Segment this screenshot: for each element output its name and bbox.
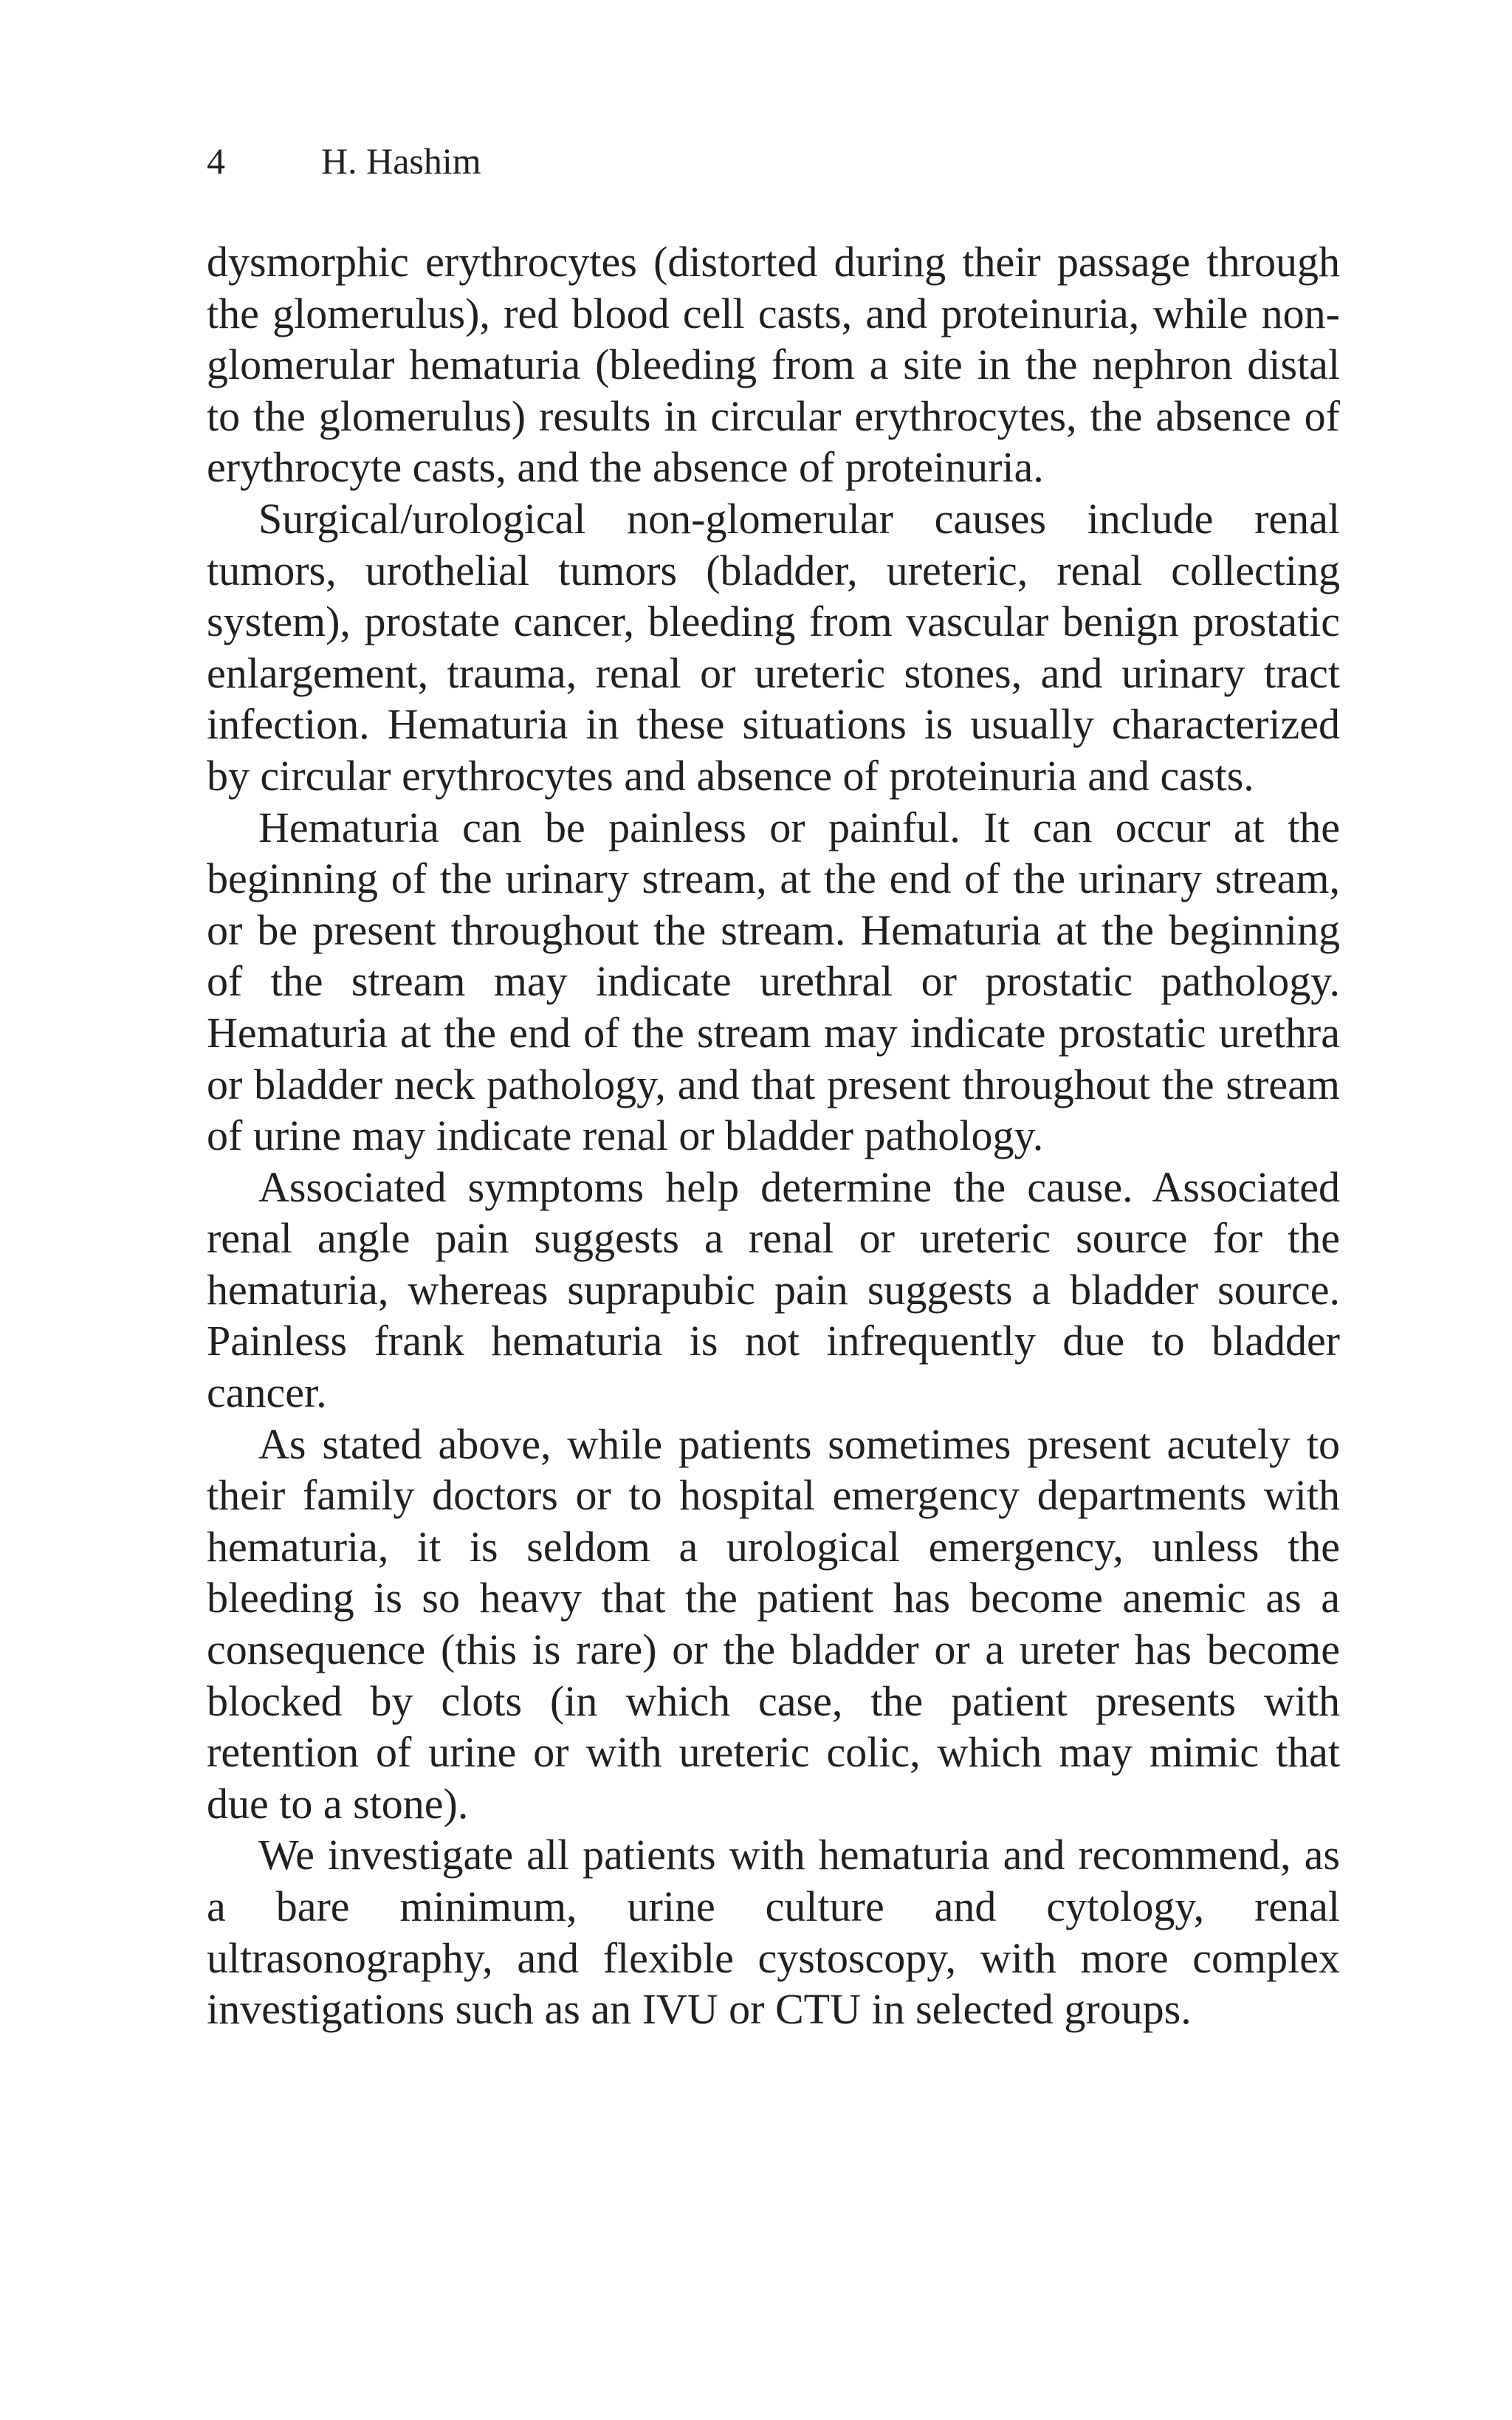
paragraph-emergency: As stated above, while patients sometimes present acutely to their family doctors or to hospital emergency departments with hematuria, it is seldom a urological emergency, unless the bleeding is so heavy that the patient has become anemic as a consequence (this is rare) or the bladder or a ureter has become blocked by clots (in which case, the patient presents with retention of urine or with ureteric colic, which may mimic that due to a stone). [207, 1419, 1340, 1828]
running-header [207, 139, 1340, 183]
page-number: 4 [207, 140, 225, 182]
paragraph-surgical-causes: Surgical/urological non-glomerular causes include renal tumors, urothelial tumors (bladder, ureteric, renal collecting system), prostate cancer, bleeding from vascular benign prostatic enlargement, trauma, renal or ureteric stones, and urinary tract infection. Hematuria in these situations is usually characterized by circular erythrocytes and absence of proteinuria and casts. [207, 494, 1340, 800]
paragraph-investigation: We investigate all patients with hematuria and recommend, as a bare minimum, urine culture and cytology, renal ultrasonography, and flexible cystoscopy, with more complex investigations such as an IVU or CTU in selected groups. [207, 1831, 1340, 2034]
book-page [207, 139, 1340, 2035]
paragraph-associated-symptoms: Associated symptoms help determine the cause. Associated renal angle pain suggests a renal or ureteric source for the hematuria, whereas suprapubic pain suggests a bladder source. Painless frank hematuria is not infrequently due to bladder cancer. [207, 1162, 1340, 1417]
running-head-author: H. Hashim [321, 140, 481, 182]
paragraph-painless-painful: Hematuria can be painless or painful. It can occur at the beginning of the urinary stream, at the end of the urinary stream, or be present throughout the stream. Hematuria at the beginning of the stream may indicate urethral or prostatic pathology. Hematuria at the end of the stream may indicate prostatic urethra or bladder neck pathology, and that present throughout the stream of urine may indicate renal or bladder pathology. [207, 803, 1340, 1160]
paragraph-continued: dysmorphic erythrocytes (distorted during their passage through the glomerulus), red blood cell casts, and proteinuria, while non-glomerular hematuria (bleeding from a site in the nephron distal to the glomerulus) results in circular erythrocytes, the absence of erythrocyte casts, and the absence of proteinuria. [207, 238, 1340, 492]
body-text [207, 236, 1340, 2035]
